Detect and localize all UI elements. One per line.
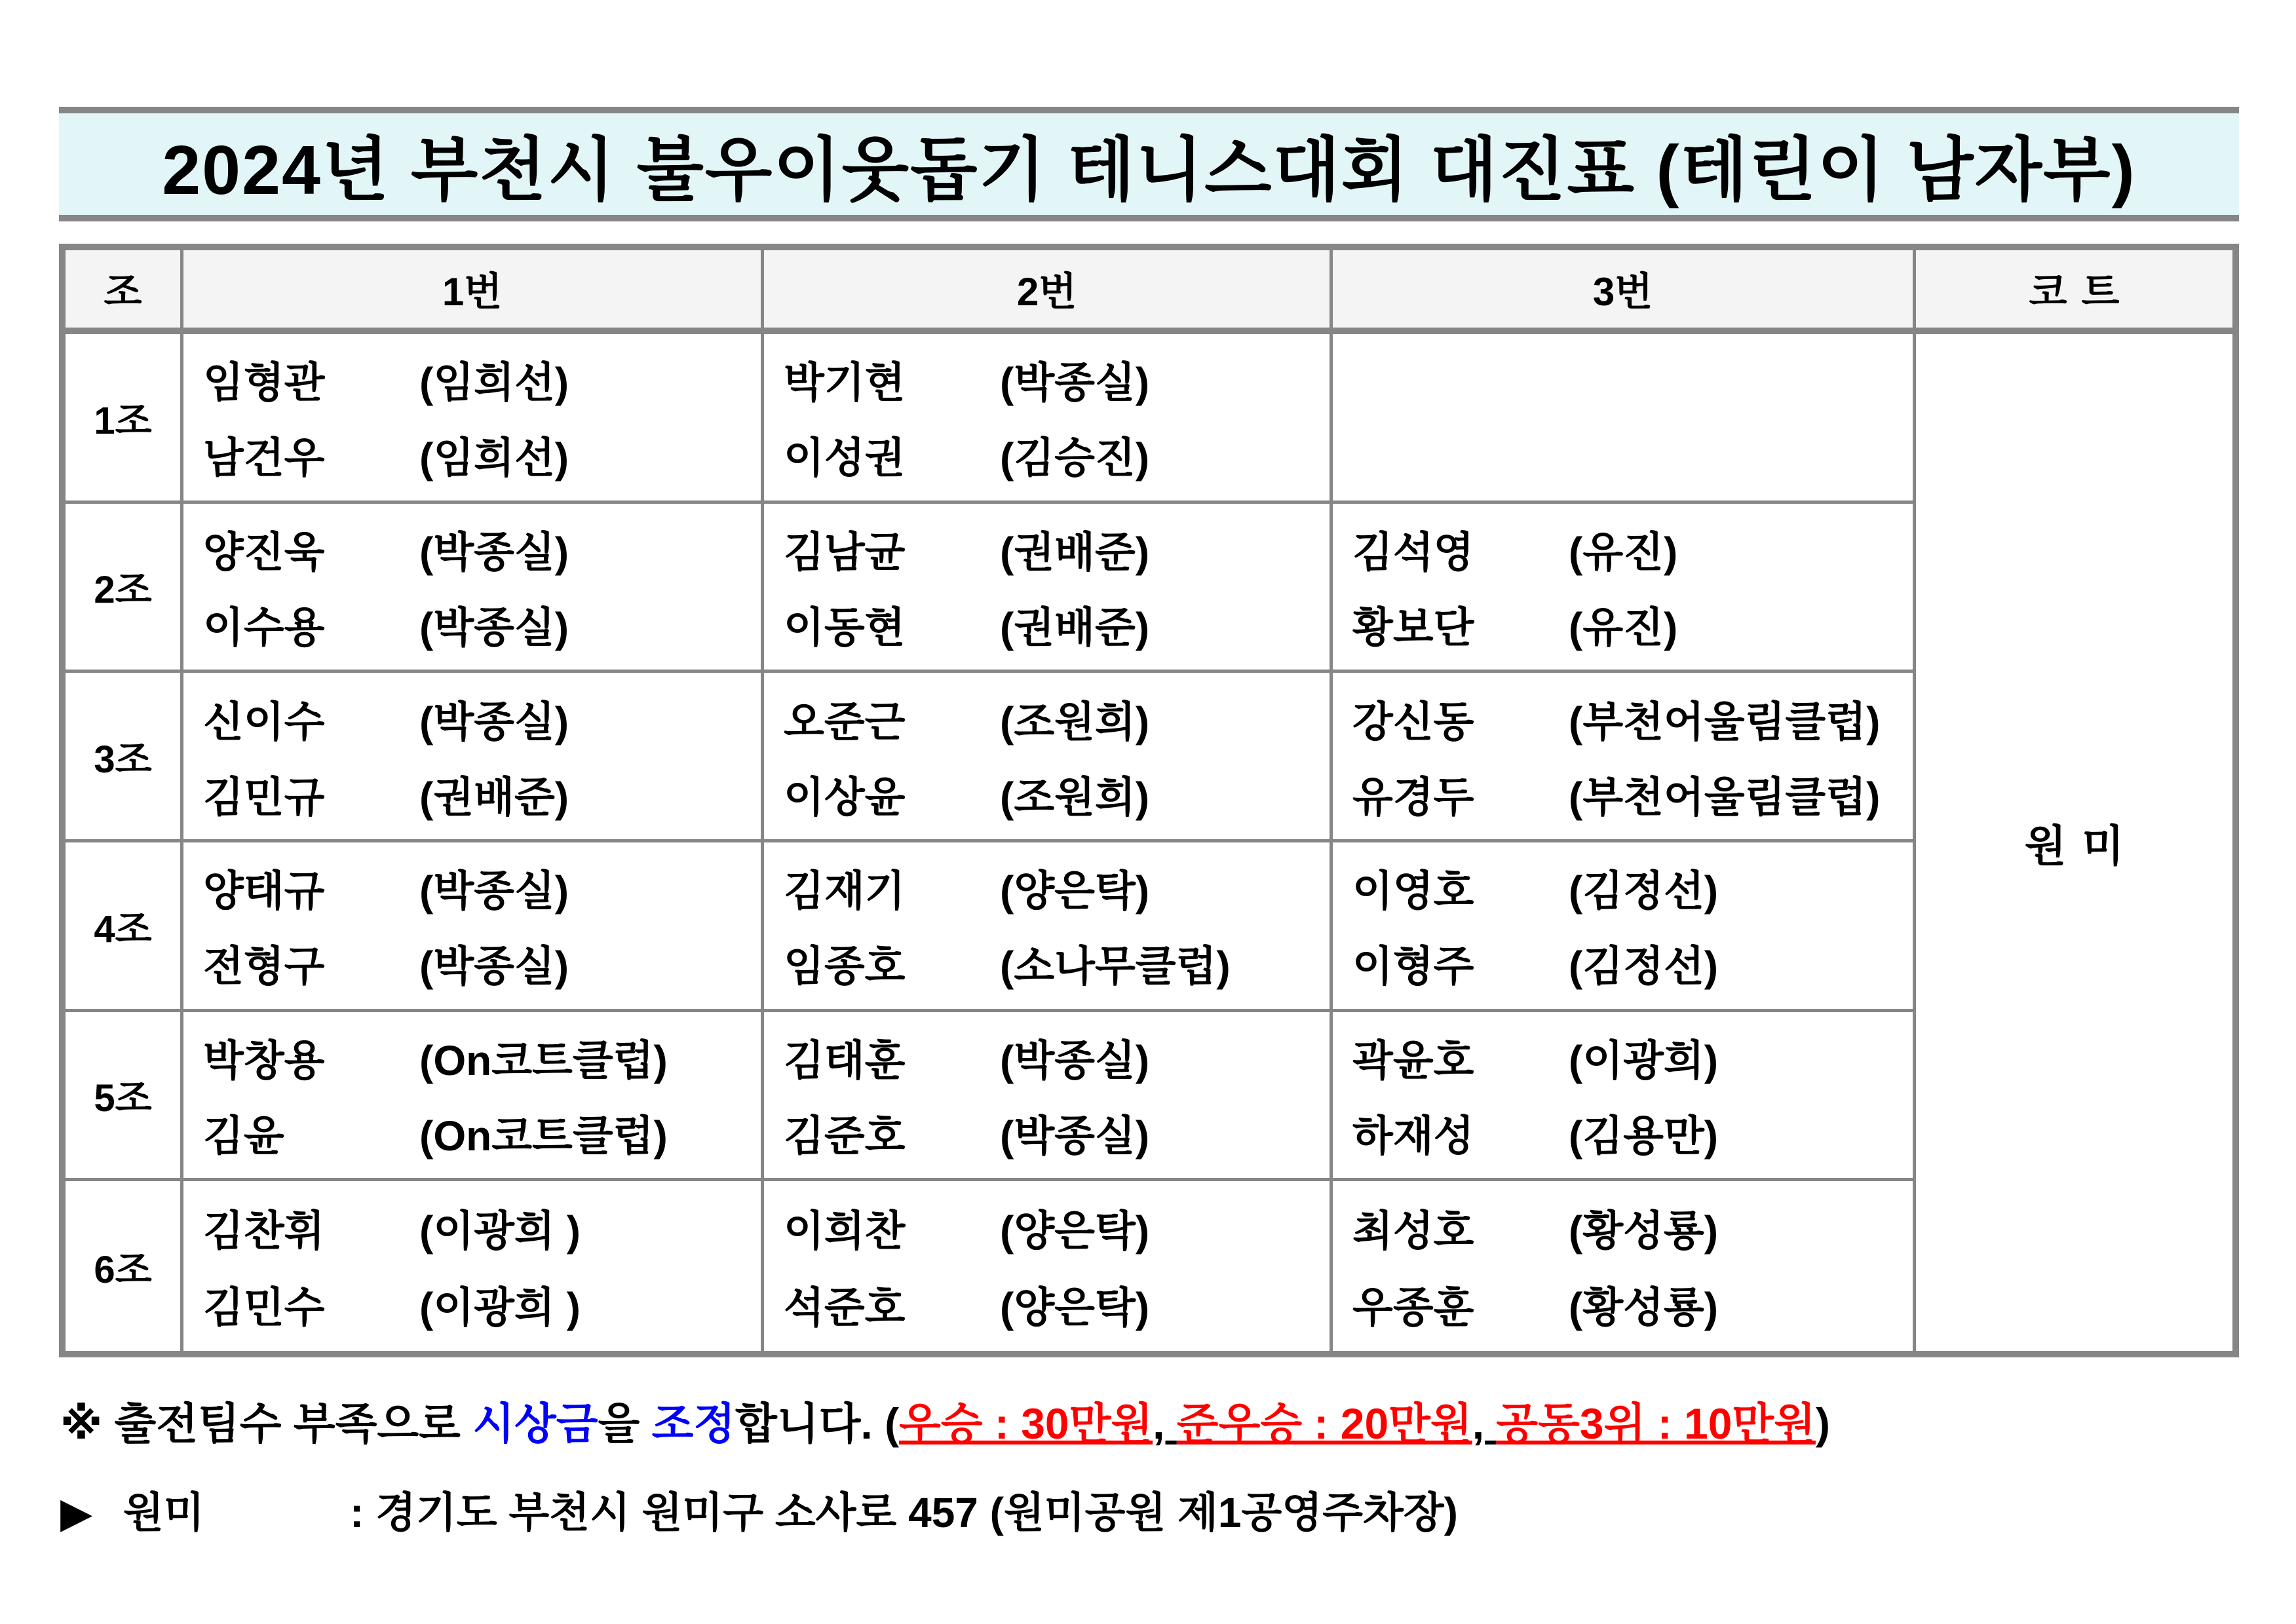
player-club: (박종실) (1000, 1112, 1150, 1160)
player-club: (유진) (1569, 529, 1678, 576)
player-club: (박종실) (419, 698, 569, 746)
venue-address: : 경기도 부천시 원미구 소사로 457 (원미공원 제1공영주차장) (350, 1489, 1458, 1536)
player-name: 석준호 (784, 1284, 906, 1332)
player-name: 양진욱 (203, 529, 325, 576)
player-club: (부천어울림클럽) (1569, 773, 1881, 821)
player-name: 이상윤 (784, 773, 906, 821)
group-5-label: 5조 (66, 1012, 183, 1182)
player-name: 임형관 (203, 359, 325, 407)
player-line (1333, 594, 1913, 654)
player-line (1333, 933, 1913, 993)
group-4-label: 4조 (66, 842, 183, 1012)
player-name: 김찬휘 (203, 1207, 325, 1255)
prize-third: 공동3위 : 10만원 (1496, 1399, 1816, 1448)
player-club: (조원희) (1000, 698, 1150, 746)
player-club: (박종실) (419, 943, 569, 991)
player-club: (권배준) (419, 773, 569, 821)
player-name: 김석영 (1352, 529, 1474, 576)
player-name: 이형주 (1352, 943, 1474, 991)
prize-note-prefix: ※ 출전팀수 부족으로 (60, 1399, 473, 1448)
player-line (183, 1103, 761, 1163)
player-club: (부천어울림클럽) (1569, 698, 1881, 746)
player-club: (황성룡) (1569, 1284, 1719, 1332)
player-name: 최성호 (1352, 1207, 1474, 1255)
player-name: 김민규 (203, 773, 325, 821)
player-club: (양은탁) (1000, 867, 1150, 915)
player-name: 이희찬 (784, 1207, 906, 1255)
player-line (1333, 764, 1913, 824)
player-line (183, 689, 761, 749)
player-line (764, 933, 1330, 993)
player-line (183, 425, 761, 485)
player-line (1333, 1198, 1913, 1258)
group-6-entry-1 (183, 1181, 764, 1351)
player-name: 김재기 (784, 867, 906, 915)
player-name: 이성권 (784, 434, 906, 482)
player-club: (이광희) (1569, 1037, 1719, 1085)
player-name: 이영호 (1352, 867, 1474, 915)
player-club: (권배준) (1000, 529, 1150, 576)
player-club: (On코트클럽) (419, 1037, 668, 1085)
group-6-entry-2 (764, 1181, 1333, 1351)
player-club: (김승진) (1000, 434, 1150, 482)
player-club: (박종실) (419, 867, 569, 915)
group-1-entry-1 (183, 334, 764, 504)
group-4-entry-3 (1333, 842, 1916, 1012)
player-line (764, 1103, 1330, 1163)
header-group: 조 (66, 250, 183, 334)
player-name: 오준근 (784, 698, 906, 746)
bracket-table (59, 244, 2239, 1357)
header-entry-3: 3번 (1333, 250, 1916, 334)
player-club: (박종실) (1000, 359, 1150, 407)
player-line (1333, 858, 1913, 918)
court-value: 원미 (2024, 821, 2140, 871)
group-1-label: 1조 (66, 334, 183, 504)
group-3-label: 3조 (66, 673, 183, 842)
prize-note (60, 1389, 2242, 1451)
group-4-entry-2 (764, 842, 1333, 1012)
group-1-entry-2 (764, 334, 1333, 504)
player-line (764, 519, 1330, 579)
player-name: 이동현 (784, 603, 906, 651)
group-5-entry-1 (183, 1012, 764, 1182)
player-name: 곽윤호 (1352, 1037, 1474, 1085)
player-line (1333, 1027, 1913, 1087)
group-6-entry-3 (1333, 1181, 1916, 1351)
prize-winner: 우승 : 30만원 (899, 1399, 1153, 1448)
player-line (764, 349, 1330, 409)
player-line (1333, 1274, 1913, 1334)
group-5-entry-2 (764, 1012, 1333, 1182)
player-line (183, 1198, 761, 1258)
group-4-entry-1 (183, 842, 764, 1012)
player-name: 유경두 (1352, 773, 1474, 821)
player-club: (조원희) (1000, 773, 1150, 821)
player-name: 김윤 (203, 1112, 284, 1160)
player-club: (김용만) (1569, 1112, 1719, 1160)
player-club: (황성룡) (1569, 1207, 1719, 1255)
player-line (183, 519, 761, 579)
prize-sep-1: , (1153, 1399, 1177, 1448)
player-line (183, 858, 761, 918)
prize-note-mid-1: 을 (598, 1399, 652, 1448)
player-club: (양은탁) (1000, 1207, 1150, 1255)
player-line (764, 1027, 1330, 1087)
group-6-label: 6조 (66, 1181, 183, 1351)
player-line (1333, 689, 1913, 749)
player-club: (이광희 ) (419, 1284, 581, 1332)
player-name: 임종호 (784, 943, 906, 991)
player-line (183, 1274, 761, 1334)
player-name: 박기현 (784, 359, 906, 407)
player-club: (On코트클럽) (419, 1112, 668, 1160)
player-club: (박종실) (419, 529, 569, 576)
player-name: 우종훈 (1352, 1284, 1474, 1332)
player-line (764, 594, 1330, 654)
player-name: 박창용 (203, 1037, 325, 1085)
prize-runner-up: 준우승 : 20만원 (1176, 1399, 1472, 1448)
player-club: (양은탁) (1000, 1284, 1150, 1332)
player-line (764, 858, 1330, 918)
group-2-entry-1 (183, 504, 764, 673)
title-banner (59, 107, 2239, 221)
player-name: 김준호 (784, 1112, 906, 1160)
player-name: 김태훈 (784, 1037, 906, 1085)
header-entry-2: 2번 (764, 250, 1333, 334)
triangle-marker-icon: ▶ (60, 1489, 93, 1536)
prize-note-suffix: ) (1815, 1399, 1830, 1448)
player-line (183, 933, 761, 993)
player-line (183, 594, 761, 654)
player-club: (이광희 ) (419, 1207, 581, 1255)
group-2-entry-2 (764, 504, 1333, 673)
group-1-entry-3-empty (1333, 334, 1916, 504)
player-name: 김남균 (784, 529, 906, 576)
player-club: (임희선) (419, 434, 569, 482)
player-name: 김민수 (203, 1284, 325, 1332)
player-name: 남건우 (203, 434, 325, 482)
venue-name: 원미 (123, 1489, 204, 1536)
group-3-entry-1 (183, 673, 764, 842)
court-cell (1916, 334, 2232, 1351)
player-club: (임희선) (419, 359, 569, 407)
player-name: 강신동 (1352, 698, 1474, 746)
player-line (183, 349, 761, 409)
player-club: (김정선) (1569, 867, 1719, 915)
player-club: (김정선) (1569, 943, 1719, 991)
player-club: (박종실) (419, 603, 569, 651)
prize-note-mid-2: 합니다. ( (735, 1399, 900, 1448)
prize-note-blue-1: 시상금 (472, 1399, 598, 1448)
header-court: 코트 (1916, 250, 2232, 334)
prize-sep-2: , (1472, 1399, 1497, 1448)
player-club: (권배준) (1000, 603, 1150, 651)
player-line (183, 1027, 761, 1087)
group-3-entry-2 (764, 673, 1333, 842)
player-line (1333, 519, 1913, 579)
group-5-entry-3 (1333, 1012, 1916, 1182)
group-2-label: 2조 (66, 504, 183, 673)
page-title: 2024년 부천시 불우이웃돕기 테니스대회 대진표 (테린이 남자부) (162, 131, 2136, 209)
player-line (1333, 1103, 1913, 1163)
venue-note (60, 1479, 2242, 1539)
player-club: (소나무클럽) (1000, 943, 1231, 991)
group-3-entry-3 (1333, 673, 1916, 842)
player-name: 양태규 (203, 867, 325, 915)
player-name: 황보단 (1352, 603, 1474, 651)
player-line (764, 689, 1330, 749)
player-line (764, 1198, 1330, 1258)
player-line (764, 764, 1330, 824)
player-club: (유진) (1569, 603, 1678, 651)
header-entry-1: 1번 (183, 250, 764, 334)
player-line (183, 764, 761, 824)
group-2-entry-3 (1333, 504, 1916, 673)
player-name: 전형구 (203, 943, 325, 991)
player-name: 이수용 (203, 603, 325, 651)
player-name: 하재성 (1352, 1112, 1474, 1160)
player-name: 신이수 (203, 698, 325, 746)
player-club: (박종실) (1000, 1037, 1150, 1085)
player-line (764, 1274, 1330, 1334)
player-line (764, 425, 1330, 485)
prize-note-blue-2: 조정 (651, 1399, 736, 1448)
